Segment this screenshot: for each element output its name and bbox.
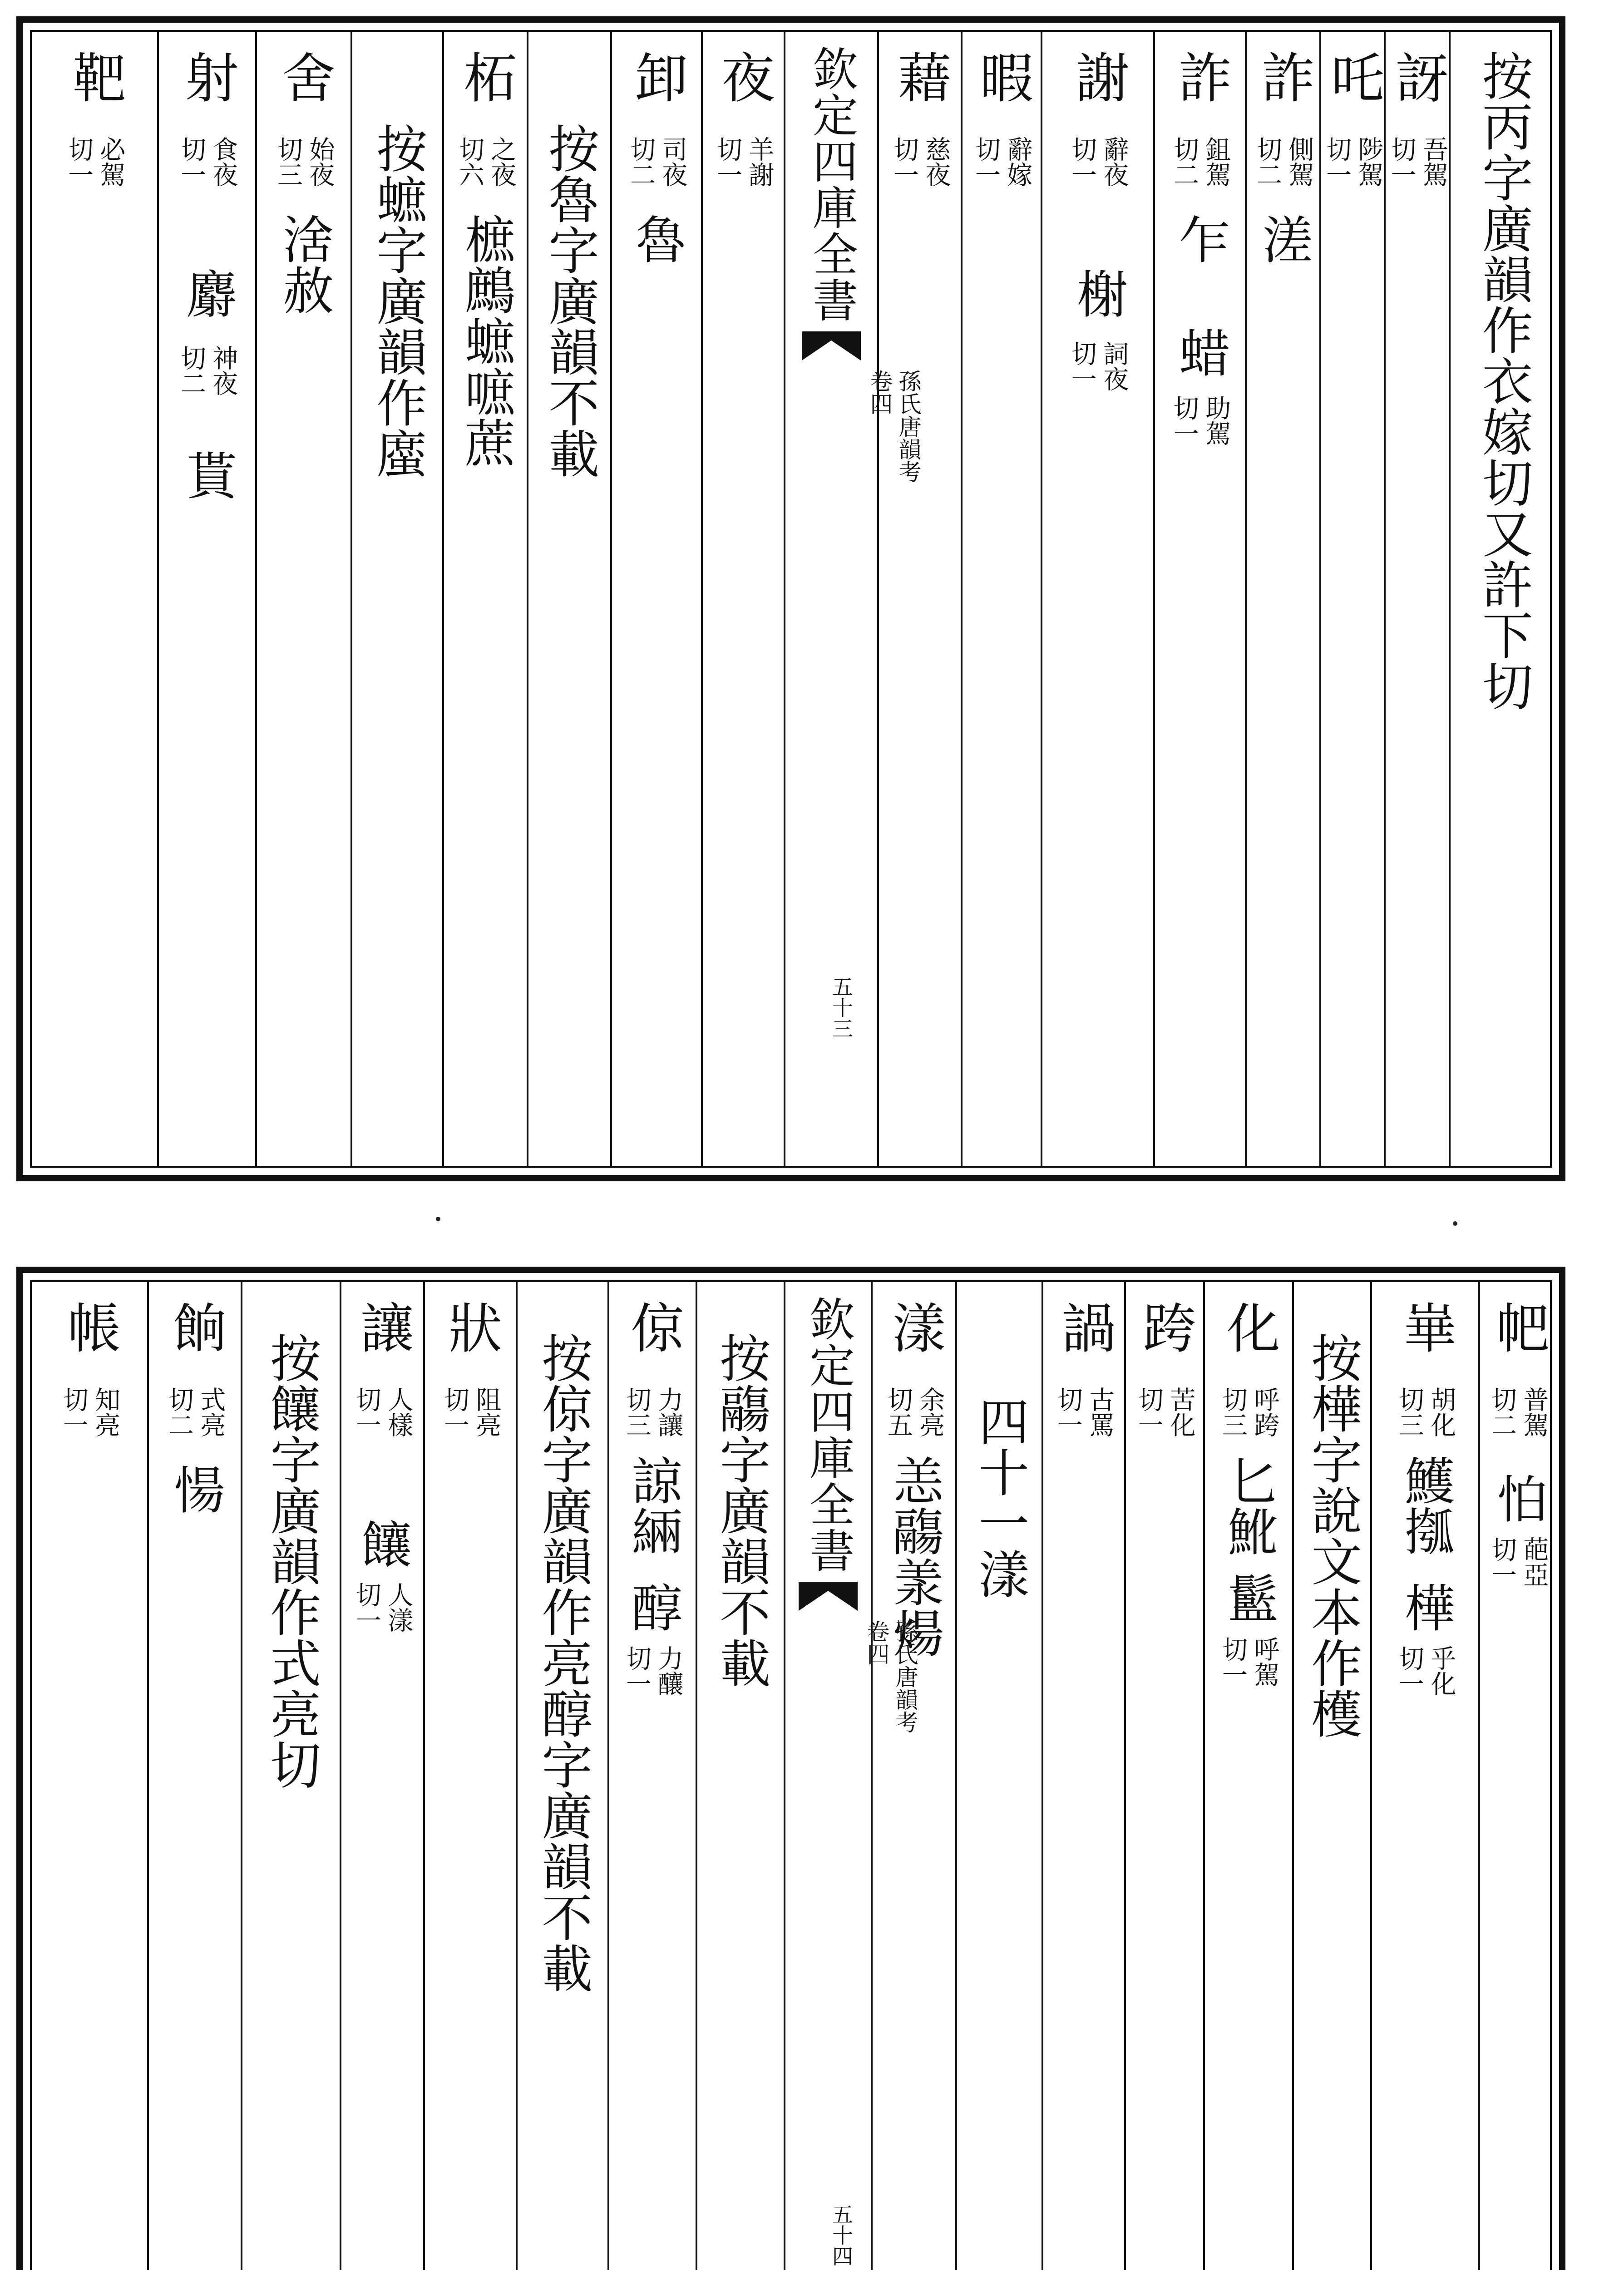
entry-head: 舍 [272, 50, 336, 104]
entry-head: 跨 [1133, 1300, 1196, 1354]
volume-label: 卷四 [863, 1620, 890, 1665]
entry-head: 諣 [1052, 1300, 1116, 1354]
top-entry-12: 射 食夜 切一 麝 神夜 切二 貰 [159, 32, 257, 1166]
entry-head: 靶 [63, 50, 126, 104]
entry-head: 讓 [351, 1300, 414, 1354]
top-note-main: 按丙字廣韻作衣嫁切又許下切 [1474, 50, 1533, 711]
fish-tail-mark [799, 1582, 858, 1611]
entry-head: 詐 [1169, 50, 1232, 104]
top-entry-10: 柘 之夜 切六 樜鷓蟅嗻蔗 [444, 32, 528, 1166]
top-entry-1: 訝 吾駕 切一 [1386, 32, 1451, 1166]
bot-entry-1: 帊 普駕 切二 怕 葩亞 切一 [1486, 1300, 1550, 1587]
top-entry-11: 舍 始夜 切三 涻赦 [257, 32, 352, 1166]
ink-speck [1453, 1221, 1457, 1226]
page-number: 五十四 [829, 2204, 854, 2266]
top-entry-9: 卸 司夜 切二 魯 [612, 32, 703, 1166]
fish-tail-mark [802, 331, 861, 360]
entry-head: 餉 [163, 1300, 227, 1354]
bot-note-col-3: 按倞字廣韻作亮醇字廣韻不載 [518, 1282, 609, 2270]
entry-head: 射 [176, 50, 239, 104]
bot-entry-3: 化 呼跨 切三 匕魤 䰐 呼駕 切一 [1205, 1282, 1294, 2270]
bot-entry-2: 崋 胡化 切三 鱯摦 樺 乎化 切一 [1372, 1282, 1480, 2270]
bot-note-col-1: 按樺字說文本作檴 [1294, 1282, 1372, 2270]
bot-entry-8: 狀 阻亮 切一 [425, 1282, 518, 2270]
top-entry-2: 吒 陟駕 切一 [1321, 32, 1386, 1166]
bottom-panel-frame [30, 1280, 1552, 2270]
entry-head: 藉 [889, 50, 952, 104]
top-note-column [1451, 32, 1555, 1166]
section-title: 四十一漾 [970, 1396, 1029, 1599]
top-note-col-1: 按魯字廣韻不載 [528, 32, 612, 1166]
bot-entry-4: 跨 苦化 切一 [1126, 1282, 1205, 2270]
bottom-panel [16, 1267, 1565, 2270]
top-entry-8: 夜 羊謝 切一 [703, 32, 785, 1166]
bot-note-col-4: 按饟字廣韻作式亮切 [242, 1282, 341, 2270]
book-title: 孫氏唐韻考 [892, 1620, 918, 1733]
sheet-label: 欽定四庫全書 [805, 45, 858, 323]
bot-entry-11: 帳 知亮 切一 [32, 1282, 149, 2270]
top-entry-7: 藉 慈夜 切一 [879, 32, 963, 1166]
volume-label: 卷四 [866, 370, 893, 415]
book-title: 孫氏唐韻考 [895, 370, 922, 483]
top-panel [16, 16, 1565, 1181]
top-entry-3: 詐 側駕 切二 溠 [1247, 32, 1321, 1166]
top-entry-4: 詐 鉏駕 切二 乍 蜡 助駕 切一 [1155, 32, 1247, 1166]
entry-head: 倞 [621, 1300, 684, 1354]
bot-section-col [957, 1282, 1043, 2270]
ink-speck [436, 1217, 440, 1221]
entry-head: 崋 [1394, 1300, 1457, 1354]
entry-head: 帳 [58, 1300, 121, 1354]
entry-head: 漾 [883, 1300, 946, 1354]
top-entry-5: 謝 辭夜 切一 榭 詞夜 切一 [1042, 32, 1155, 1166]
bot-entry-10: 餉 式亮 切二 愓 [149, 1282, 242, 2270]
entry-head: 詐 [1252, 50, 1315, 104]
entry-head: 訝 [1386, 50, 1449, 104]
page-number: 五十三 [829, 976, 854, 1039]
bot-entry-6: 漾 余亮 切五 恙鬺羕煬 [873, 1282, 957, 2270]
top-panel-frame [30, 30, 1552, 1168]
entry-head: 卸 [625, 50, 688, 104]
entry-head: 謝 [1066, 50, 1130, 104]
entry-head: 夜 [712, 50, 775, 104]
entry-head: 化 [1217, 1300, 1280, 1354]
entry-head: 帊 [1486, 1300, 1550, 1354]
bot-entry-7: 倞 力讓 切三 諒緉 醇 力釀 切一 [609, 1282, 697, 2270]
entry-head: 暇 [970, 50, 1033, 104]
top-entry-6: 暇 辭嫁 切一 [963, 32, 1042, 1166]
bot-note-col-2: 按鬺字廣韻不載 [697, 1282, 785, 2270]
entry-head: 狀 [439, 1300, 502, 1354]
entry-head: 柘 [454, 50, 517, 104]
entry-head: 吒 [1321, 50, 1384, 104]
top-entry-13: 靶 必駕 切一 [32, 32, 159, 1166]
top-note-col-2: 按蟅字廣韻作䗪 [352, 32, 444, 1166]
sheet-label: 欽定四庫全書 [802, 1296, 855, 1574]
bot-entry-9: 讓 人樣 切一 饟 人漾 切一 [341, 1282, 425, 2270]
bot-entry-5: 諣 古罵 切一 [1043, 1282, 1126, 2270]
